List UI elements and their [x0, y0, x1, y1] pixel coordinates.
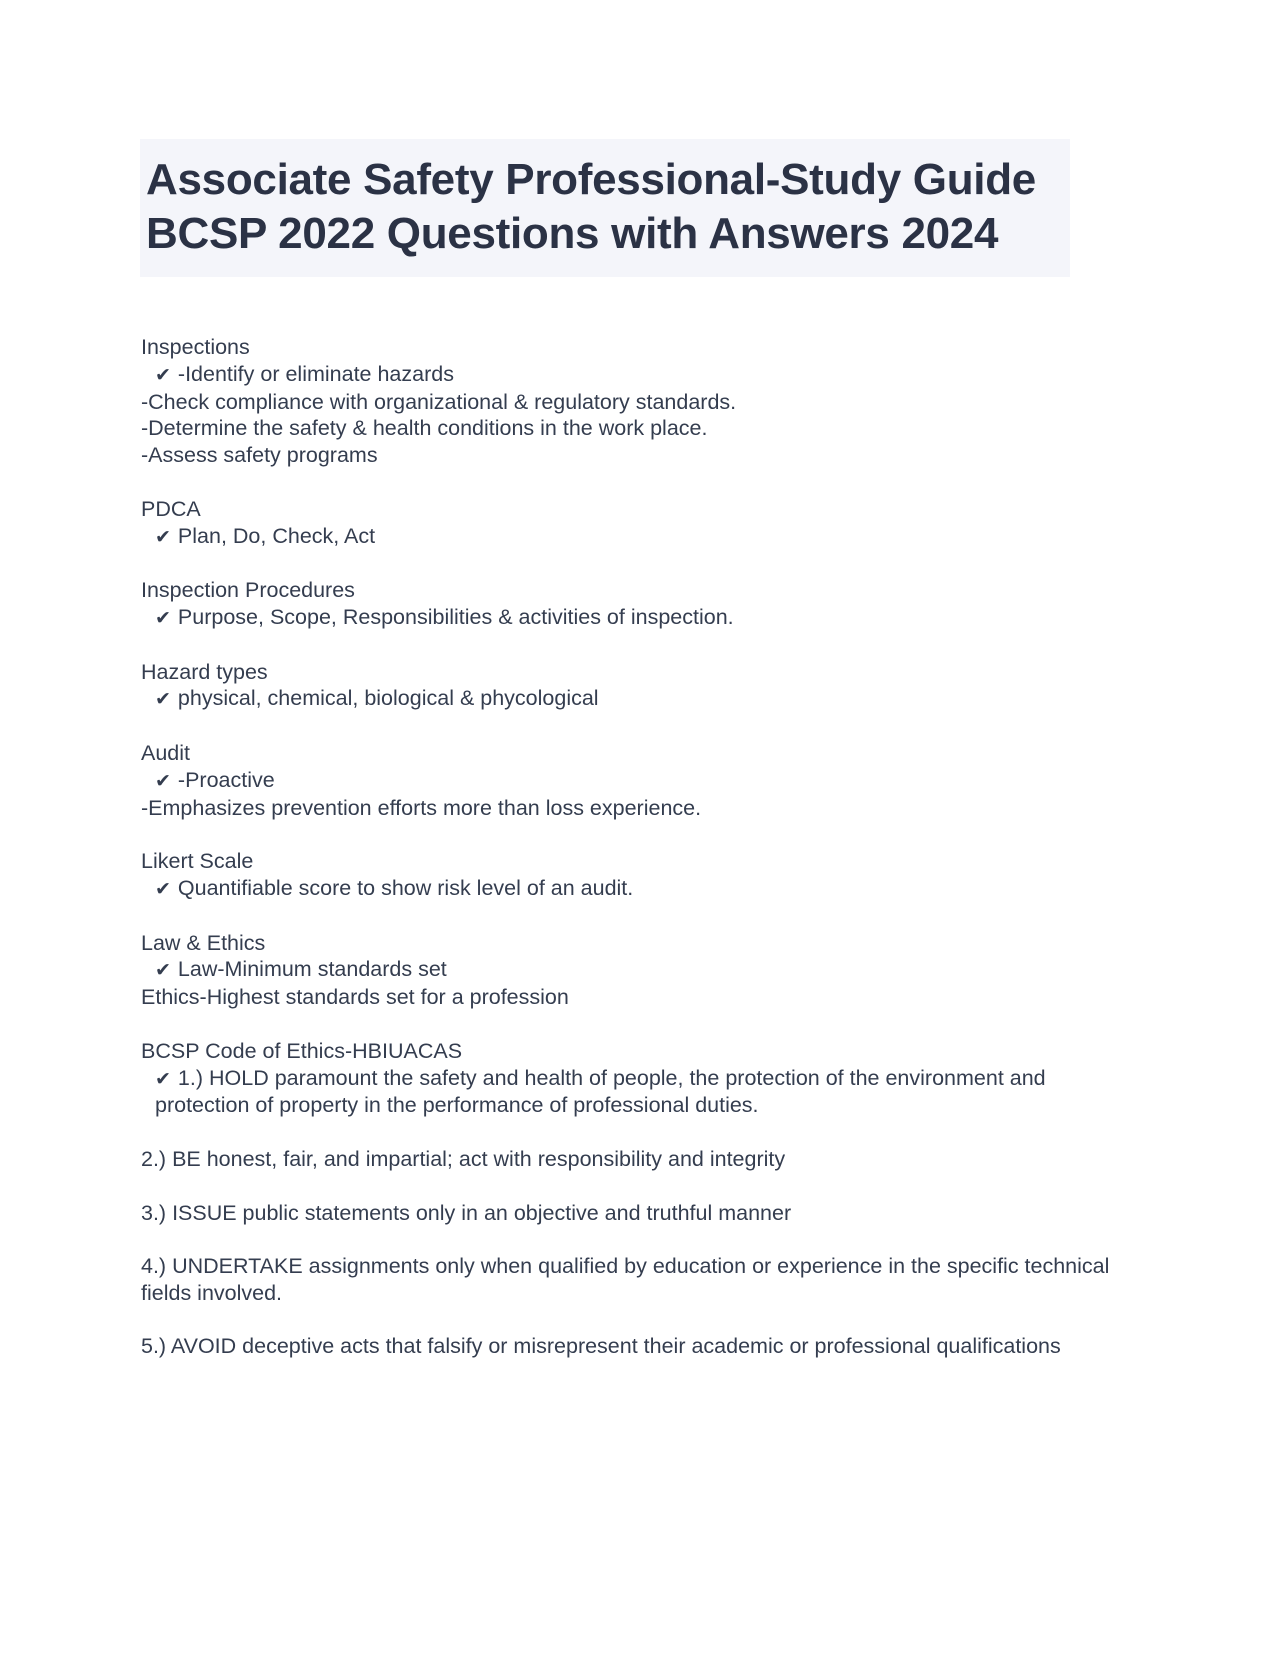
- definition-line: [141, 361, 1121, 389]
- term-label: Audit: [141, 740, 191, 765]
- check-icon: ✔: [155, 688, 171, 711]
- term-label: Inspections: [141, 335, 250, 359]
- definition-line: [141, 685, 1121, 713]
- page-title: Associate Safety Professional-Study Guide BCSP 2022 Questions with Answers 2024: [146, 155, 1036, 258]
- line-text: -Assess safety programs: [141, 443, 378, 468]
- term-label: Hazard types: [141, 659, 268, 684]
- line-text: physical, chemical, biological & phycological: [177, 686, 599, 711]
- term-label: BCSP Code of Ethics-HBIUACAS: [141, 1038, 463, 1063]
- note-block: [141, 740, 1121, 821]
- definition-line: [141, 1065, 1121, 1120]
- note-block: [141, 1038, 1121, 1119]
- note-block: [141, 496, 1121, 551]
- note-block: [141, 848, 1121, 903]
- term-label: PDCA: [141, 496, 201, 521]
- check-icon: ✔: [155, 769, 171, 792]
- note-block: [141, 577, 1121, 632]
- note-block: [141, 1253, 1121, 1307]
- detail-line: [141, 1146, 1121, 1173]
- term-label: Likert Scale: [141, 849, 254, 874]
- detail-line: [141, 442, 1121, 469]
- line-text: -Identify or eliminate hazards: [177, 361, 454, 386]
- check-icon: ✔: [155, 363, 171, 386]
- line-text: 2.) BE honest, fair, and impartial; act with responsibility and integrity: [141, 1146, 786, 1171]
- line-text: -Determine the safety & health conditions in the work place.: [141, 416, 708, 441]
- line-text: Law-Minimum standards set: [177, 957, 447, 982]
- line-text: -Check compliance with organizational & regulatory standards.: [141, 389, 737, 414]
- line-text: -Proactive: [177, 767, 275, 792]
- line-text: 4.) UNDERTAKE assignments only when qualified by education or experience in the specific technical fields involved.: [141, 1254, 1116, 1305]
- note-block: [141, 930, 1121, 1011]
- detail-line: [141, 795, 1121, 822]
- term-label: Law & Ethics: [141, 930, 266, 955]
- line-text: Quantifiable score to show risk level of an audit.: [177, 875, 634, 900]
- term-label: Inspection Procedures: [141, 578, 355, 603]
- note-block: [141, 659, 1121, 714]
- check-icon: ✔: [155, 606, 171, 629]
- definition-line: [141, 767, 1121, 795]
- line-text: Ethics-Highest standards set for a profession: [141, 985, 569, 1010]
- detail-line: [141, 389, 1121, 416]
- definition-line: [141, 956, 1121, 984]
- check-icon: ✔: [155, 877, 171, 900]
- detail-line: [141, 1200, 1121, 1227]
- title-banner: [140, 139, 1070, 277]
- note-block: [141, 1200, 1121, 1227]
- detail-line: [141, 1333, 1121, 1360]
- note-block: [141, 1146, 1121, 1173]
- check-icon: ✔: [155, 525, 171, 548]
- line-text: Purpose, Scope, Responsibilities & activities of inspection.: [177, 604, 734, 629]
- line-text: -Emphasizes prevention efforts more than loss experience.: [141, 795, 702, 820]
- line-text: 3.) ISSUE public statements only in an objective and truthful manner: [141, 1200, 792, 1225]
- check-icon: ✔: [155, 959, 171, 982]
- line-text: 5.) AVOID deceptive acts that falsify or misrepresent their academic or professional qualifications: [141, 1334, 1061, 1359]
- note-block: [141, 1333, 1121, 1360]
- definition-line: [141, 875, 1121, 903]
- check-icon: ✔: [155, 1067, 171, 1090]
- line-text: 1.) HOLD paramount the safety and health of people, the protection of the environment and protection of property in the performance of professional duties.: [155, 1065, 1052, 1118]
- detail-line: [141, 1253, 1121, 1307]
- line-text: Plan, Do, Check, Act: [177, 523, 376, 548]
- document-body: [141, 334, 1121, 1360]
- detail-line: [141, 415, 1121, 442]
- detail-line: [141, 984, 1121, 1011]
- definition-line: [141, 604, 1121, 632]
- definition-line: [141, 523, 1121, 551]
- note-block: [141, 334, 1121, 469]
